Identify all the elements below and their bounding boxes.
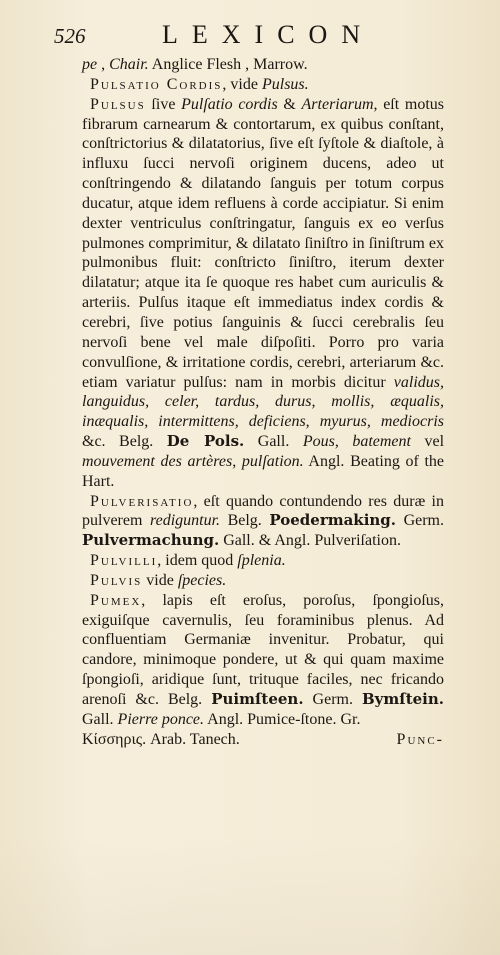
- text-span: Gall.: [244, 433, 303, 451]
- page-shading: [0, 835, 500, 955]
- headword: Pulvilli: [90, 552, 158, 570]
- text-span: mouvement des artères: [82, 452, 233, 470]
- blackletter-term: Poedermaking.: [269, 511, 397, 530]
- text-span: Gall. & Angl. Pulveriſation.: [219, 532, 401, 550]
- blackletter-term: Pulvermachung.: [82, 531, 220, 550]
- text-span: Pous: [302, 433, 335, 451]
- blackletter-term: Puimſteen.: [211, 690, 304, 708]
- running-head: LEXICON: [162, 20, 375, 49]
- text-span: pulſation.: [241, 452, 304, 470]
- text-span: Germ.: [396, 512, 445, 530]
- cross-reference: Pulsus.: [261, 75, 309, 93]
- text-span: &c. Belg.: [82, 433, 167, 451]
- catchword: Punc-: [396, 730, 444, 748]
- headword: Pulverisatio: [90, 492, 194, 510]
- headword: Pumex: [90, 591, 142, 609]
- page-header: [54, 18, 434, 48]
- headword: Pulvis: [90, 571, 143, 589]
- blackletter-term: Bymſtein.: [361, 690, 445, 708]
- lexicon-text: [82, 55, 444, 750]
- text-span: Gall.: [82, 710, 118, 728]
- text-span: , vide: [222, 75, 262, 93]
- text-span: vel: [410, 433, 445, 451]
- text-span: Anglice Flesh , Marrow.: [148, 56, 308, 73]
- entry-pulvilli: [82, 551, 444, 571]
- cross-reference: ſplenia.: [237, 552, 286, 570]
- text-span: &: [277, 95, 302, 113]
- entry-pumex: [82, 591, 444, 730]
- page-number: 526: [54, 24, 86, 48]
- headword: Pulsatio Cordis: [90, 75, 223, 93]
- text-span: pe: [82, 56, 98, 73]
- text-span: Pulſatio cordis: [181, 95, 278, 113]
- cross-reference: ſpecies.: [177, 571, 227, 589]
- text-span: Pierre ponce.: [117, 710, 205, 728]
- entry-pulsus: [82, 95, 444, 492]
- last-line: [82, 730, 444, 750]
- blackletter-term: De Pols.: [166, 432, 245, 451]
- text-span: Angl. Pumice-ſtone. Gr.: [204, 710, 361, 728]
- entry-pulvis: [82, 571, 444, 591]
- text-span: validus, languidus, celer, tardus, durus, mollis, æqualis, inæqualis, intermittens, deficiens, myurus, mediocris: [82, 373, 444, 431]
- entry-continuation: [82, 55, 444, 75]
- text-span: , lapis eſt eroſus, poroſus, ſpongioſus, exiguiſque cavernulis, ſeu foraminibus plenus. Ad confluentiam Germaniæ invenitur. Probatur, qui candore, minimoque pondere, ut & qui quam maxime ſpongioſi, aridique ſunt, trituque faciles, nec fricando arenoſi &c. Belg.: [82, 591, 444, 708]
- text-span: Angl. Beating of the Hart.: [82, 452, 445, 490]
- text-span: rediguntur.: [149, 512, 221, 530]
- text-span: ſive: [145, 95, 182, 113]
- text-span: , eſt quando contundendo res duræ in pulverem: [82, 492, 444, 530]
- headword: Pulsus: [90, 95, 146, 113]
- text-span: ,: [334, 433, 353, 451]
- entry-pulverisatio: [82, 492, 444, 552]
- text-span: batement: [352, 433, 411, 451]
- text-span: ,: [97, 56, 110, 73]
- text-span: Chair.: [109, 56, 149, 73]
- text-span: , eſt motus fibrarum carnearum & contortarum, ex quibus conſtant, conſtrictorius & dilatatorius, ſive eſt ſyſtole & diaſtole, à influxu ſucci nervoſi originem ducens, adeo ut conſtringendo & dilatando ſanguis per totum corpus ducatur, atque idem refluens à corde accipiatur. Si enim dexter ventriculus conſtringatur, ſanguis ex eo verſus pulmones comprimitur, & dilatato ſiniſtro in ſiniſtrum ex pulmonibus fluit: conſtricto ſiniſtro, iterum dexter dilatatur; atque ita ſe quoque res habet cum auriculis & arteriis. Pulſus itaque eſt immediatus index cordis & cerebri, ſive potius ſanguinis & ſucci cerebralis ſeu nervoſi bene vel male diſpoſiti. Porro pro varia convulſione, & irritatione cordis, cerebri, arteriarum &c. etiam variatur pulſus: nam in morbis dicitur: [82, 95, 444, 391]
- greek-term: Κίσσηρις.: [82, 730, 147, 748]
- text-span: , idem quod: [157, 552, 238, 570]
- entry-pulsatio-cordis: [82, 75, 444, 95]
- text-span: Germ.: [303, 691, 362, 708]
- text-span: ,: [232, 452, 242, 470]
- text-span: Arteriarum: [301, 95, 374, 113]
- text-span: Arab. Tanech.: [146, 730, 240, 748]
- text-span: Belg.: [220, 512, 270, 530]
- text-span: vide: [142, 571, 178, 589]
